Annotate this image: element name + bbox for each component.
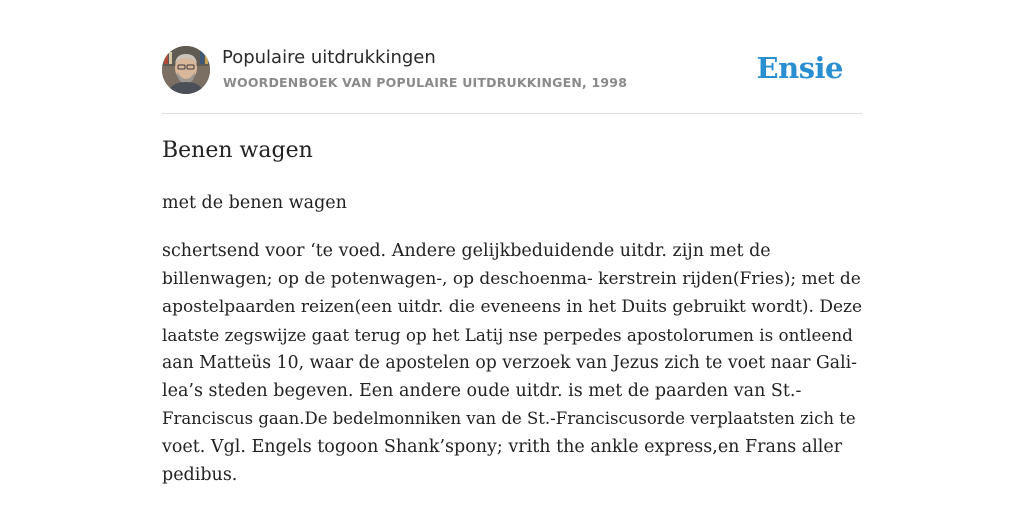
body-line: billenwagen; op de potenwagen-, op deschoenma- kerstrein rijden(Fries); met de [162,269,861,289]
body-line: lea’s steden begeven. Een andere oude uitdr. is met de paarden van St.- [162,381,802,401]
source-name[interactable]: Populaire uitdrukkingen [222,47,436,68]
author-avatar[interactable] [162,46,210,94]
body-line: pedibus. [162,465,238,485]
body-line: laatste zegswijze gaat terug op het Latij nse perpedes apostolorumen is ontleend [162,325,853,345]
body-line: voet. Vgl. Engels togoon Shank’spony; vrith the ankle express,en Frans aller [162,437,843,457]
body-line: apostelpaarden reizen(een uitdr. die eveneens in het Duits gebruikt wordt). Deze [162,297,863,317]
source-subtitle: WOORDENBOEK VAN POPULAIRE UITDRUKKINGEN, 1998 [223,75,628,90]
body-line: Franciscus gaan.De bedelmonniken van de St.-Franciscusorde verplaatsten zich te [162,409,856,428]
body-line: schertsend voor ‘te voed. Andere gelijkbeduidende uitdr. zijn met de [162,241,771,261]
body-line: aan Matteüs 10, waar de apostelen op verzoek van Jezus zich te voet naar Gali- [162,353,857,373]
source-header [162,46,862,96]
header-divider [162,113,862,114]
entry-title: Benen wagen [162,138,313,163]
entry-subtitle: met de benen wagen [162,193,347,213]
ensie-logo[interactable]: Ensie [756,51,843,85]
entry-body [162,237,862,489]
